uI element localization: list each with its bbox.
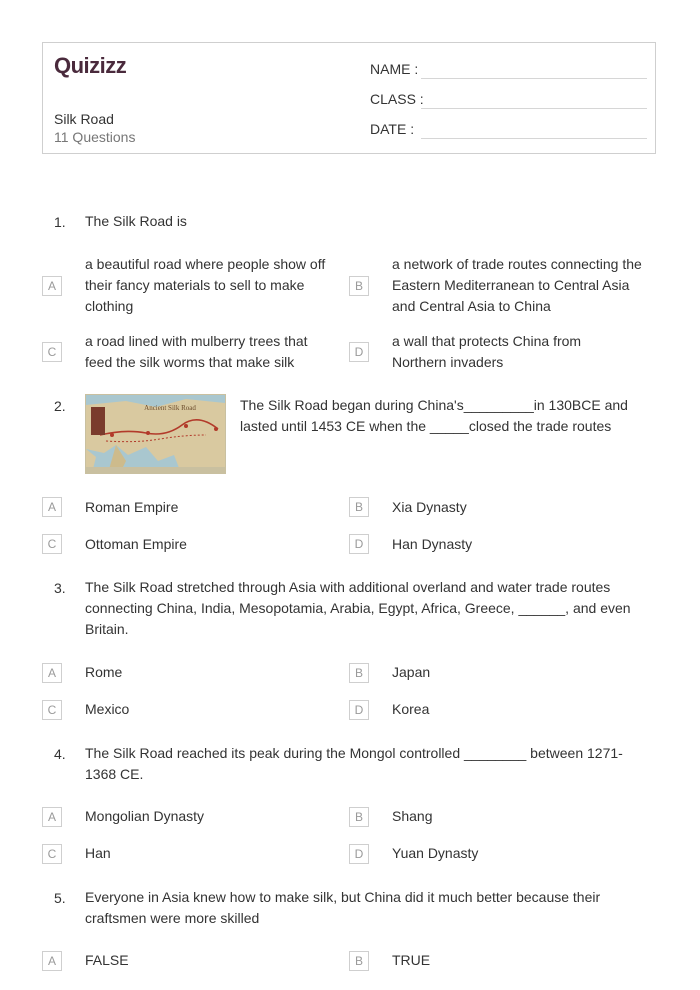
question-number: 2. [54,398,66,414]
option-text[interactable]: Yuan Dynasty [392,845,479,861]
silk-road-map-image [85,394,226,474]
option-badge-b[interactable]: B [349,807,369,827]
option-text[interactable]: Han [85,845,111,861]
option-badge-c[interactable]: C [42,534,62,554]
question-text: The Silk Road began during China's_________in 130BCE and lasted until 1453 CE when the _____closed the trade routes [240,397,628,434]
option-text[interactable]: TRUE [392,952,431,968]
option-text[interactable]: Mongolian Dynasty [85,808,205,824]
name-label: NAME : [370,61,419,77]
name-line[interactable] [421,78,647,79]
option-text[interactable]: FALSE [85,952,129,968]
option-badge-a[interactable]: A [42,663,62,683]
option-badge-a[interactable]: A [42,951,62,971]
map-illustration [86,395,225,473]
option-badge-b[interactable]: B [349,497,369,517]
option-badge-c[interactable]: C [42,342,62,362]
option-text[interactable]: Xia Dynasty [392,499,467,515]
option-text[interactable]: a road lined with mulberry trees that feed the silk worms that make silk [85,333,308,370]
option-badge-a[interactable]: A [42,807,62,827]
quizizz-logo: Quizizz [54,53,127,78]
class-line[interactable] [421,108,647,109]
date-line[interactable] [421,138,647,139]
option-text[interactable]: a beautiful road where people show off their fancy materials to sell to make clothing [85,256,326,314]
option-badge-d[interactable]: D [349,534,369,554]
question-text: Everyone in Asia knew how to make silk, but China did it much better because their craftsmen were more skilled [85,889,601,926]
question-text: The Silk Road stretched through Asia with additional overland and water trade routes connecting China, India, Mesopotamia, Arabia, Egypt, Africa, Greece, ______, and even Britain. [85,579,631,637]
question-number: 3. [54,580,66,596]
option-text[interactable]: Rome [85,664,123,680]
date-label: DATE : [370,121,415,137]
map-label: Ancient Silk Road [144,404,196,412]
option-text[interactable]: Shang [392,808,433,824]
option-badge-d[interactable]: D [349,700,369,720]
question-number: 5. [54,890,66,906]
question-number: 1. [54,214,66,230]
option-badge-b[interactable]: B [349,663,369,683]
option-badge-b[interactable]: B [349,276,369,296]
option-badge-a[interactable]: A [42,497,62,517]
option-badge-a[interactable]: A [42,276,62,296]
option-text[interactable]: Roman Empire [85,499,179,515]
question-count: 11 Questions [54,129,136,145]
class-label: CLASS : [370,91,424,107]
option-text[interactable]: a network of trade routes connecting the Eastern Mediterranean to Central Asia and Central Asia to China [392,256,642,314]
question-text: The Silk Road is [85,213,187,229]
worksheet-header [42,42,656,154]
question-text: The Silk Road reached its peak during the Mongol controlled ________ between 1271-1368 CE. [85,745,623,782]
option-text[interactable]: a wall that protects China from Northern invaders [392,333,582,370]
option-text[interactable]: Han Dynasty [392,536,473,552]
option-badge-c[interactable]: C [42,844,62,864]
option-badge-b[interactable]: B [349,951,369,971]
option-text[interactable]: Ottoman Empire [85,536,187,552]
option-badge-d[interactable]: D [349,342,369,362]
option-badge-c[interactable]: C [42,700,62,720]
worksheet-title: Silk Road [54,111,114,127]
option-text[interactable]: Mexico [85,701,130,717]
option-text[interactable]: Korea [392,701,430,717]
question-number: 4. [54,746,66,762]
option-badge-d[interactable]: D [349,844,369,864]
option-text[interactable]: Japan [392,664,431,680]
